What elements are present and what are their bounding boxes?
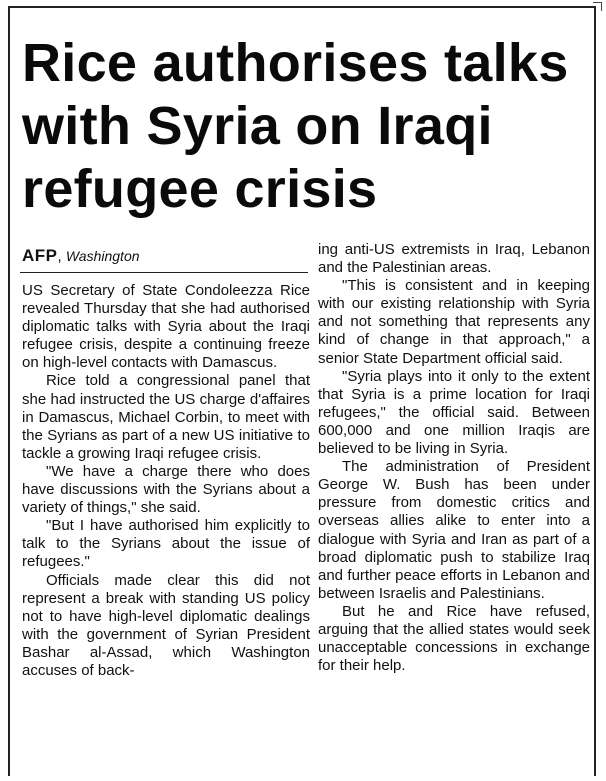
byline-location: Washington xyxy=(65,248,140,264)
left-column xyxy=(22,282,310,680)
paragraph: ing anti-US extremists in Iraq, Lebanon and the Palestinian areas. xyxy=(318,241,590,277)
paragraph: US Secretary of State Condoleezza Rice revealed Thursday that she had authorised diplomatic talks with Syria about the Iraqi refugee crisis, despite a continuing freeze on high-level contacts with Damascus. xyxy=(22,282,310,372)
headline: Rice authorises talks with Syria on Iraqi refugee crisis xyxy=(22,33,569,219)
byline-separator: , xyxy=(57,248,62,265)
paragraph: Officials made clear this did not represent a break with standing US policy not to have high-level diplomatic dealings with the government of Syrian President Bashar al-Assad, which Washington accuses of back- xyxy=(22,571,310,679)
byline xyxy=(22,245,312,268)
paragraph: "But I have authorised him explicitly to talk to the Syrians about the issue of refugees." xyxy=(22,517,310,571)
corner-mark xyxy=(593,2,602,11)
byline-divider xyxy=(20,272,308,273)
paragraph: Rice told a congressional panel that she had instructed the US charge d'affaires in Damascus, Michael Corbin, to meet with the Syrians as part of a new US initiative to tackle a growing Iraqi refugee crisis. xyxy=(22,372,310,462)
right-column xyxy=(318,241,590,675)
paragraph: "We have a charge there who does have discussions with the Syrians about a variety of things," she said. xyxy=(22,462,310,517)
paragraph: "This is consistent and in keeping with our existing relationship with Syria and not something that represents any kind of change in that approach," a senior State Department official said. xyxy=(318,277,590,367)
byline-agency: AFP xyxy=(22,246,58,265)
paragraph: But he and Rice have refused, arguing that the allied states would seek unacceptable concessions in exchange for their help. xyxy=(318,602,590,675)
paragraph: "Syria plays into it only to the extent that Syria is a prime location for Iraqi refugees," the official said. Between 600,000 and one million Iraqis are believed to be living in Syria. xyxy=(318,367,590,458)
paragraph: The administration of President George W. Bush has been under pressure from domestic critics and overseas allies alike to enter into a dialogue with Syria and Iran as part of a broad diplomatic push to stabilize Iraq and further peace efforts in Lebanon and between Israelis and Palestinians. xyxy=(318,458,590,602)
